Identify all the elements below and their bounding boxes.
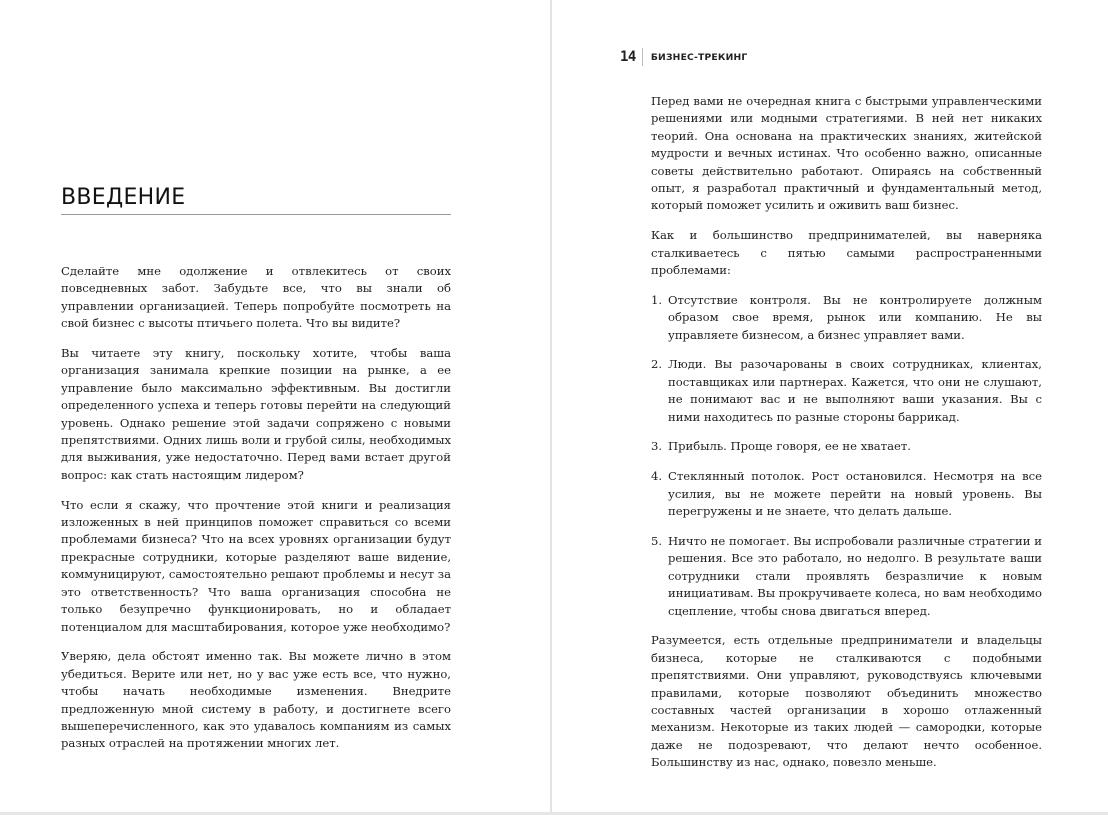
problem-number: 1. <box>651 292 663 307</box>
problem-number: 3. <box>651 439 663 454</box>
right-page-body <box>651 93 1042 784</box>
problem-item-5 <box>651 533 1042 620</box>
page-number: 14 <box>620 49 636 65</box>
problem-text: Прибыль. Проще говоря, ее не хватает. <box>668 439 911 454</box>
problem-text: Ничто не помогает. Вы испробовали различные стратегии и решения. Все это работало, но недолго. В результате ваши сотрудники стали проявлять безразличие к новым инициативам. Вы прокручиваете колеса, но вам необходимо сцепление, чтобы снова двигаться вперед. <box>668 533 1042 618</box>
problem-item-2 <box>651 356 1042 426</box>
left-page-body <box>61 263 451 765</box>
intro-paragraph-1: Сделайте мне одолжение и отвлекитесь от своих повседневных забот. Забудьте все, что вы знали об управлении организацией. Теперь попробуйте посмотреть на свой бизнес с высоты птичьего полета. Что вы видите? <box>61 264 451 331</box>
problem-text: Отсутствие контроля. Вы не контролируете должным образом свое время, рынок или компанию. Не вы управляете бизнесом, а бизнес управляет вами. <box>668 292 1042 342</box>
problem-text: Люди. Вы разочарованы в своих сотрудниках, клиентах, поставщиках или партнерах. Кажется, что они не слушают, не понимают вас и не выполняют ваши указания. Вы с ними находитесь по разные стороны баррикад. <box>668 357 1042 424</box>
right-page <box>552 0 1108 812</box>
body-paragraph-2: Как и большинство предпринимателей, вы наверняка сталкиваетесь с пятью самыми распространенными проблемами: <box>651 228 1042 278</box>
chapter-title: ВВЕДЕНИЕ <box>61 184 451 215</box>
problem-item-3 <box>651 438 1042 455</box>
running-head-title: БИЗНЕС-ТРЕКИНГ <box>650 51 748 63</box>
closing-paragraph: Разумеется, есть отдельные предприниматели и владельцы бизнеса, которые не сталкиваются с подобными препятствиями. Они управляют, руководствуясь ключевыми правилами, которые позволяют объединить множество составных частей организации в хорошо отлаженный механизм. Некоторые из таких людей — самородки, которые даже не подозревают, что делают нечто особенное. Большинству из нас, однако, повезло меньше. <box>651 633 1042 770</box>
intro-paragraph-3: Что если я скажу, что прочтение этой книги и реализация изложенных в ней принципов поможет справиться со всеми проблемами бизнеса? Что на всех уровнях организации будут прекрасные сотрудники, которые разделяют ваше видение, коммуницируют, самостоятельно решают проблемы и несут за это ответственность? Что ваша организация способна не только безупречно функционировать, но и обладает потенциалом для масштабирования, которое уже необходимо? <box>61 497 451 634</box>
left-page <box>0 0 550 812</box>
running-head <box>620 47 747 67</box>
running-head-separator <box>642 48 643 66</box>
problem-number: 2. <box>651 357 663 372</box>
problem-number: 4. <box>651 469 663 484</box>
problem-item-4 <box>651 468 1042 520</box>
problem-item-1 <box>651 292 1042 344</box>
problem-number: 5. <box>651 533 663 548</box>
body-paragraph-1: Перед вами не очередная книга с быстрыми управленческими решениями или модными стратегиями. В ней нет никаких теорий. Она основана на практических знаниях, житейской мудрости и вечных истинах. Что особенно важно, описанные советы действительно работают. Опираясь на собственный опыт, я разработал практичный и фундаментальный метод, который поможет усилить и оживить ваш бизнес. <box>651 94 1042 213</box>
intro-paragraph-2: Вы читаете эту книгу, поскольку хотите, чтобы ваша организация занимала крепкие позиции на рынке, а ее управление было максимально эффективным. Вы достигли определенного успеха и теперь готовы перейти на следующий уровень. Однако решение этой задачи сопряжено с новыми препятствиями. Одних лишь воли и грубой силы, необходимых для выживания, уже недостаточно. Перед вами встает другой вопрос: как стать настоящим лидером? <box>61 346 451 482</box>
intro-paragraph-4: Уверяю, дела обстоят именно так. Вы можете лично в этом убедиться. Верите или нет, но у вас уже есть все, что нужно, чтобы начать необходимые изменения. Внедрите предложенную мной систему в работу, и достигнете всего вышеперечисленного, как это удавалось компаниям из самых разных отраслей на протяжении многих лет. <box>61 649 451 751</box>
problem-text: Стеклянный потолок. Рост остановился. Несмотря на все усилия, вы не можете перейти на новый уровень. Вы перегружены и не знаете, что делать дальше. <box>668 469 1042 519</box>
problems-list <box>651 292 1042 620</box>
